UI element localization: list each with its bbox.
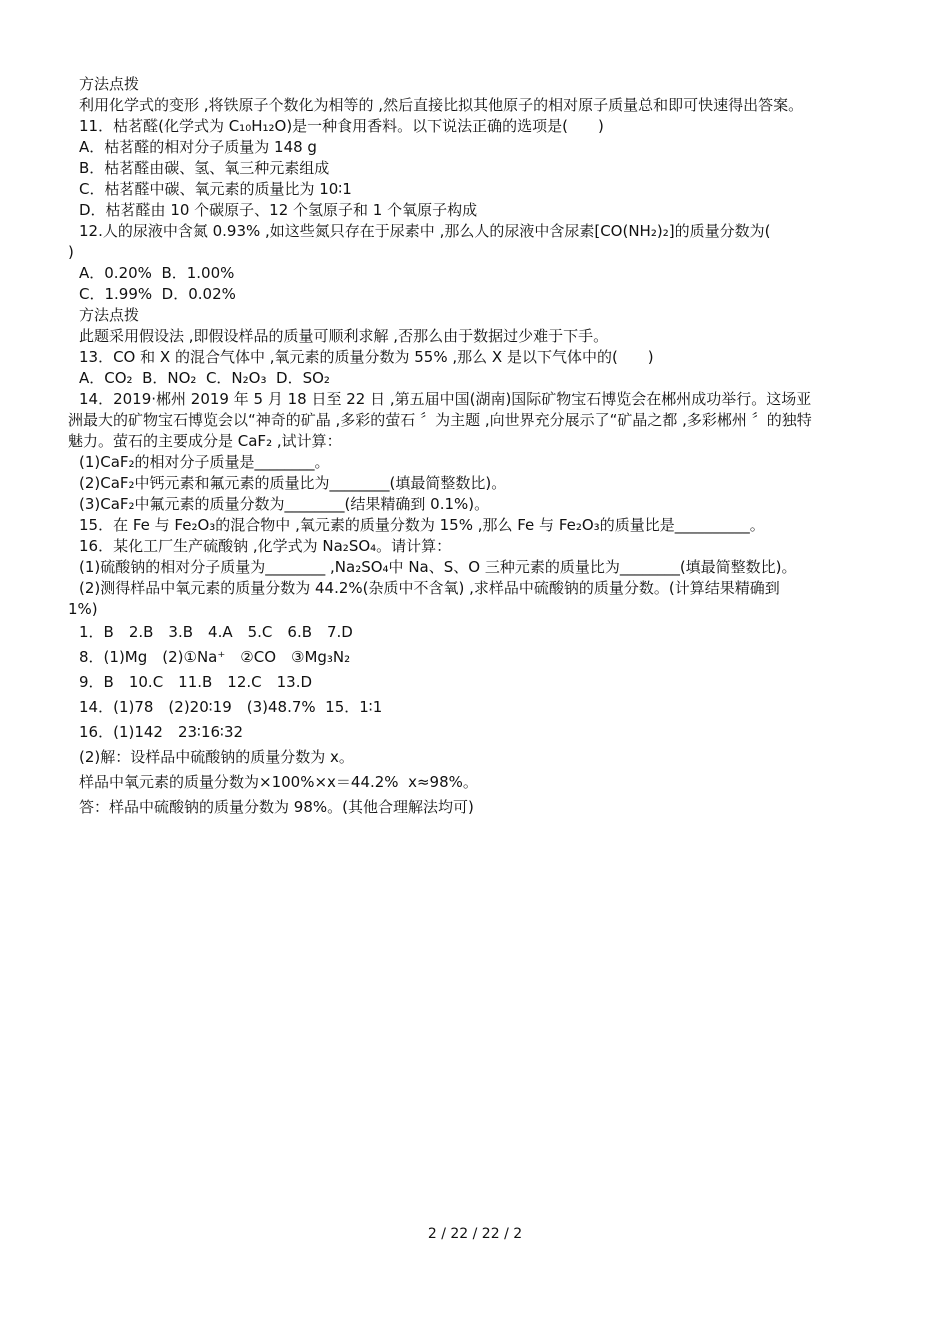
options-ab: A．0.20% B．1.00% (79, 264, 235, 282)
answer-line: 8．(1)Mg (2)①Na⁺ ②CO ③Mg₃N₂ (79, 648, 351, 666)
page-footer: 2 / 22 / 22 / 2 (427, 1226, 523, 1242)
document-body (68, 74, 890, 820)
question-14-continued: 魅力。萤石的主要成分是 CaF₂ ,试计算： (68, 432, 342, 450)
answer-line: 14．(1)78 (2)20∶19 (3)48.7% 15．1∶1 (79, 698, 383, 716)
options-13: A．CO₂ B．NO₂ C．N₂O₃ D．SO₂ (79, 369, 330, 387)
answer-line: 9．B 10.C 11.B 12.C 13.D (79, 673, 313, 691)
question-16-part-1: (1)硫酸钠的相对分子质量为________ ,Na₂SO₄中 Na、S、O 三种元素的质量比为________(填最简整数比)。 (79, 558, 797, 576)
answer-line: (2)解：设样品中硫酸钠的质量分数为 x。 (79, 748, 354, 766)
option-b: B．枯茗醛由碳、氢、氧三种元素组成 (79, 159, 330, 177)
answer-line: 1．B 2.B 3.B 4.A 5.C 6.B 7.D (79, 623, 353, 641)
option-a: A．枯茗醛的相对分子质量为 148 g (79, 138, 317, 156)
section-heading: 方法点拨 (79, 75, 140, 93)
question-14: 14．2019·郴州 2019 年 5 月 18 日至 22 日 ,第五届中国(湖南)国际矿物宝石博览会在郴州成功举行。这场亚 (79, 390, 812, 408)
option-c: C．枯茗醛中碳、氧元素的质量比为 10∶1 (79, 180, 352, 198)
question-11: 11．枯茗醛(化学式为 C₁₀H₁₂O)是一种食用香料。以下说法正确的选项是( ) (79, 117, 604, 135)
option-d: D．枯茗醛由 10 个碳原子、12 个氢原子和 1 个氧原子构成 (79, 201, 478, 219)
question-14-part-2: (2)CaF₂中钙元素和氟元素的质量比为________(填最简整数比)。 (79, 474, 507, 492)
question-15: 15．在 Fe 与 Fe₂O₃的混合物中 ,氧元素的质量分数为 15% ,那么 Fe 与 Fe₂O₃的质量比是__________。 (79, 516, 765, 534)
question-12: 12.人的尿液中含氮 0.93% ,如这些氮只存在于尿素中 ,那么人的尿液中含尿素[CO(NH₂)₂]的质量分数为( (79, 222, 771, 240)
answer-line: 答：样品中硫酸钠的质量分数为 98%。(其他合理解法均可) (79, 798, 474, 816)
section-heading: 方法点拨 (79, 306, 140, 324)
answer-line: 16．(1)142 23∶16∶32 (79, 723, 244, 741)
question-12-continued: ) (68, 243, 74, 261)
answer-line: 样品中氧元素的质量分数为×100%×x＝44.2% x≈98%。 (79, 773, 478, 791)
question-14-part-1: (1)CaF₂的相对分子质量是________。 (79, 453, 330, 471)
method-tip: 利用化学式的变形 ,将铁原子个数化为相等的 ,然后直接比拟其他原子的相对原子质量总和即可快速得出答案。 (79, 96, 804, 114)
question-16: 16．某化工厂生产硫酸钠 ,化学式为 Na₂SO₄。请计算： (79, 537, 452, 555)
question-16-part-2-continued: 1%) (68, 600, 98, 618)
question-16-part-2: (2)测得样品中氧元素的质量分数为 44.2%(杂质中不含氧) ,求样品中硫酸钠的质量分数。(计算结果精确到 (79, 579, 780, 597)
question-14-continued: 洲最大的矿物宝石博览会以“神奇的矿晶 ,多彩的萤石 〞为主题 ,向世界充分展示了“矿晶之都 ,多彩郴州 〞的独特 (68, 411, 812, 429)
method-tip: 此题采用假设法 ,即假设样品的质量可顺利求解 ,否那么由于数据过少难于下手。 (79, 327, 609, 345)
question-13: 13．CO 和 X 的混合气体中 ,氧元素的质量分数为 55% ,那么 X 是以下气体中的( ) (79, 348, 654, 366)
options-cd: C．1.99% D．0.02% (79, 285, 236, 303)
question-14-part-3: (3)CaF₂中氟元素的质量分数为________(结果精确到 0.1%)。 (79, 495, 490, 513)
